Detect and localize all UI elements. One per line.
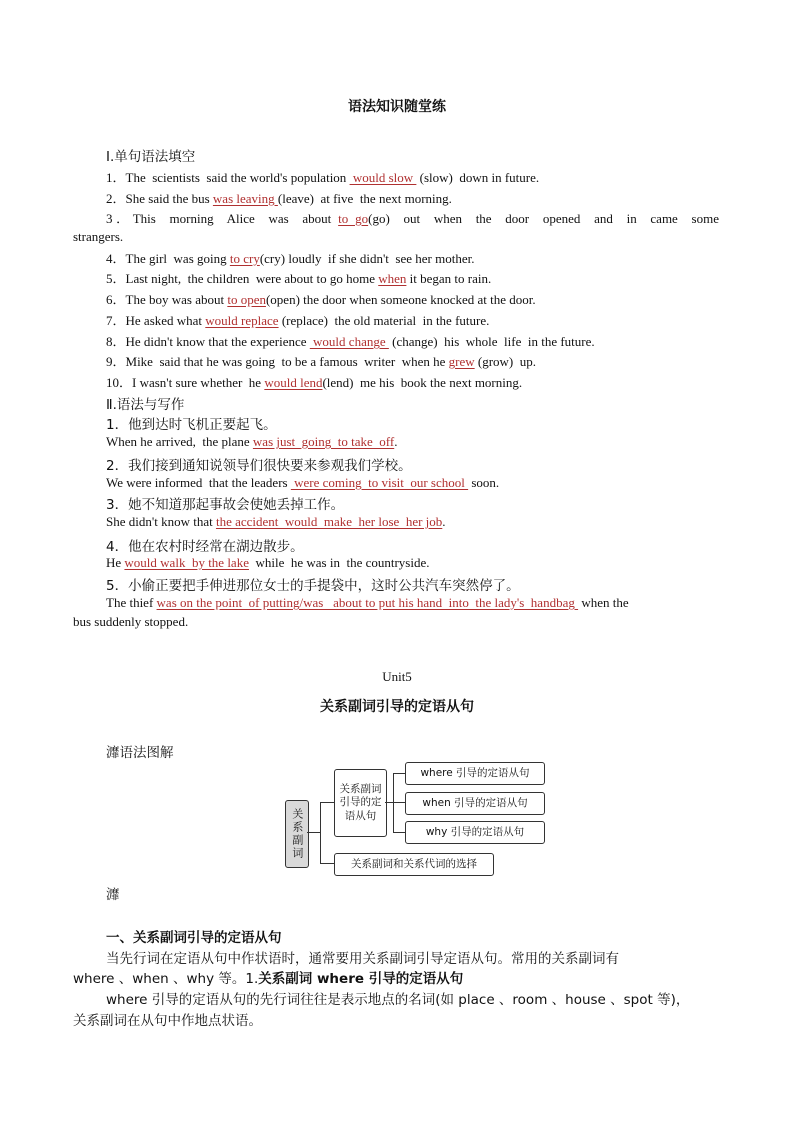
item-text: (replace) the old material in the future. (278, 313, 490, 328)
item5-wrap: bus suddenly stopped. (73, 614, 189, 629)
translation-answer-line (106, 595, 629, 611)
item-answer: when (378, 271, 407, 286)
item-text: Mike said that he was going to be a famous writer when he (125, 354, 449, 369)
item-text: We were informed that the leaders (106, 475, 291, 490)
translation-answer-line (106, 555, 430, 571)
connector (307, 832, 320, 833)
para2-line1: where 引导的定语从句的先行词往往是表示地点的名词(如 place 、room 、house 、spot 等)， (106, 992, 690, 1008)
item-number: 1． (106, 170, 126, 185)
item-answer: would lend (264, 375, 323, 390)
item-text: The scientists said the world's population (125, 170, 350, 185)
translation-prompt: 3．她不知道那起事故会使她丢掉工作。 (106, 497, 345, 513)
item-answer: was on the point of putting/was about to put his hand into the lady's handbag (156, 595, 579, 610)
item-text: while he was in the countryside. (248, 555, 430, 570)
translation-answer-line (106, 475, 499, 491)
diagram-leaf-when: when 引导的定语从句 (405, 792, 545, 815)
item3-wrap: strangers. (73, 229, 124, 244)
translation-prompt: 4．他在农村时经常在湖边散步。 (106, 539, 304, 555)
item-number: 5． (106, 271, 126, 286)
item-answer: to cry (229, 251, 260, 266)
diagram-leaf-where: where 引导的定语从句 (405, 762, 545, 785)
fill-blank-item (106, 167, 539, 186)
fill-blank-item (106, 351, 536, 370)
connector (385, 802, 393, 803)
item-answer: would replace (205, 313, 279, 328)
item-text: (go) out when the door opened and in came some (368, 211, 719, 226)
item-text: (leave) at five the next morning. (277, 191, 452, 206)
item-number: 10． (106, 375, 133, 390)
connector (320, 802, 334, 803)
section1-title: 一、关系副词引导的定语从句 (106, 930, 282, 946)
part2-header: Ⅱ.语法与写作 (106, 397, 185, 413)
para1-line1: 当先行词在定语从句中作状语时，通常要用关系副词引导定语从句。常用的关系副词有 (106, 951, 619, 967)
diagram-bottom: 关系副词和关系代词的选择 (334, 853, 494, 876)
translation-answer-line (106, 434, 397, 450)
item-text: She said the bus (125, 191, 213, 206)
unit-title: 关系副词引导的定语从句 (320, 699, 474, 715)
item-number: 2． (106, 191, 126, 206)
para2-line2: 关系副词在从句中作地点状语。 (73, 1013, 262, 1029)
item-text: . (394, 434, 398, 449)
item-text: it began to rain. (406, 271, 492, 286)
diagram-mid: 关系副词引导的定语从句 (334, 769, 387, 837)
item-text: I wasn't sure whether he (132, 375, 265, 390)
fill-blank-item (106, 289, 536, 308)
connector (393, 773, 405, 774)
fill-blank-item (106, 310, 489, 329)
item-text: When he arrived, the plane (106, 434, 253, 449)
connector (393, 832, 405, 833)
item-text: The boy was about (125, 292, 228, 307)
translation-answer-line (106, 514, 446, 530)
fill-blank-item (106, 331, 595, 350)
item-text: She didn't know that (106, 514, 216, 529)
connector (320, 863, 334, 864)
item-answer: to open (227, 292, 266, 307)
item-text: He didn't know that the experience (125, 334, 310, 349)
fill-blank-item (106, 188, 452, 207)
stray-glyph: 灖 (106, 887, 120, 903)
para1-line2-a: where 、when 、why 等。1. (73, 971, 259, 987)
connector (393, 773, 394, 833)
item-text: The girl was going (125, 251, 230, 266)
item-text: . (442, 514, 446, 529)
item-number: 6． (106, 292, 126, 307)
fill-blank-item (106, 372, 522, 391)
item-text: He asked what (125, 313, 206, 328)
item-text: Last night, the children were about to go home (125, 271, 379, 286)
item-text: (slow) down in future. (416, 170, 540, 185)
item-text: (cry) loudly if she didn't see her mother. (259, 251, 475, 266)
item-answer: would slow (349, 170, 417, 185)
item-answer: was just going to take off (252, 434, 395, 449)
item-answer: were coming to visit our school (290, 475, 469, 490)
connector (320, 802, 321, 864)
item-text: (open) the door when someone knocked at the door. (265, 292, 536, 307)
para1-subheading: 关系副词 where 引导的定语从句 (258, 971, 464, 987)
diagram-root: 关系副词 (285, 800, 309, 868)
practice-title: 语法知识随堂练 (348, 99, 446, 115)
diagram-leaf-why: why 引导的定语从句 (405, 821, 545, 844)
item-text: He (106, 555, 125, 570)
translation-prompt: 2．我们接到通知说领导们很快要来参观我们学校。 (106, 458, 412, 474)
item-answer: was leaving (212, 191, 278, 206)
translation-prompt: 1．他到达时飞机正要起飞。 (106, 417, 277, 433)
item-text: This morning Alice was about (132, 211, 339, 226)
item-number: 8． (106, 334, 126, 349)
fill-blank-item (106, 268, 491, 287)
item-text: (change) his whole life in the future. (388, 334, 595, 349)
item-number: 4． (106, 251, 126, 266)
item-number: 3． (106, 211, 133, 226)
fill-blank-item (106, 208, 719, 227)
item-text: (grow) up. (474, 354, 537, 369)
item-answer: to go (338, 211, 369, 226)
item-number: 9． (106, 354, 126, 369)
item-text: The thief (106, 595, 157, 610)
translation-prompt: 5．小偷正要把手伸进那位女士的手提袋中，这时公共汽车突然停了。 (106, 578, 520, 594)
item-number: 7． (106, 313, 126, 328)
item-text: (lend) me his book the next morning. (322, 375, 523, 390)
item-answer: would walk by the lake (124, 555, 249, 570)
diagram-header: 灖语法图解 (106, 745, 174, 761)
item-text: soon. (468, 475, 500, 490)
item-answer: grew (448, 354, 475, 369)
unit-label: Unit5 (382, 669, 412, 684)
connector (393, 802, 405, 803)
item-text: when the (578, 595, 629, 610)
item-answer: would change (309, 334, 389, 349)
fill-blank-item (106, 248, 474, 267)
para1-line2 (73, 967, 463, 987)
part1-header: Ⅰ.单句语法填空 (106, 149, 196, 165)
item-answer: the accident would make her lose her job (215, 514, 443, 529)
